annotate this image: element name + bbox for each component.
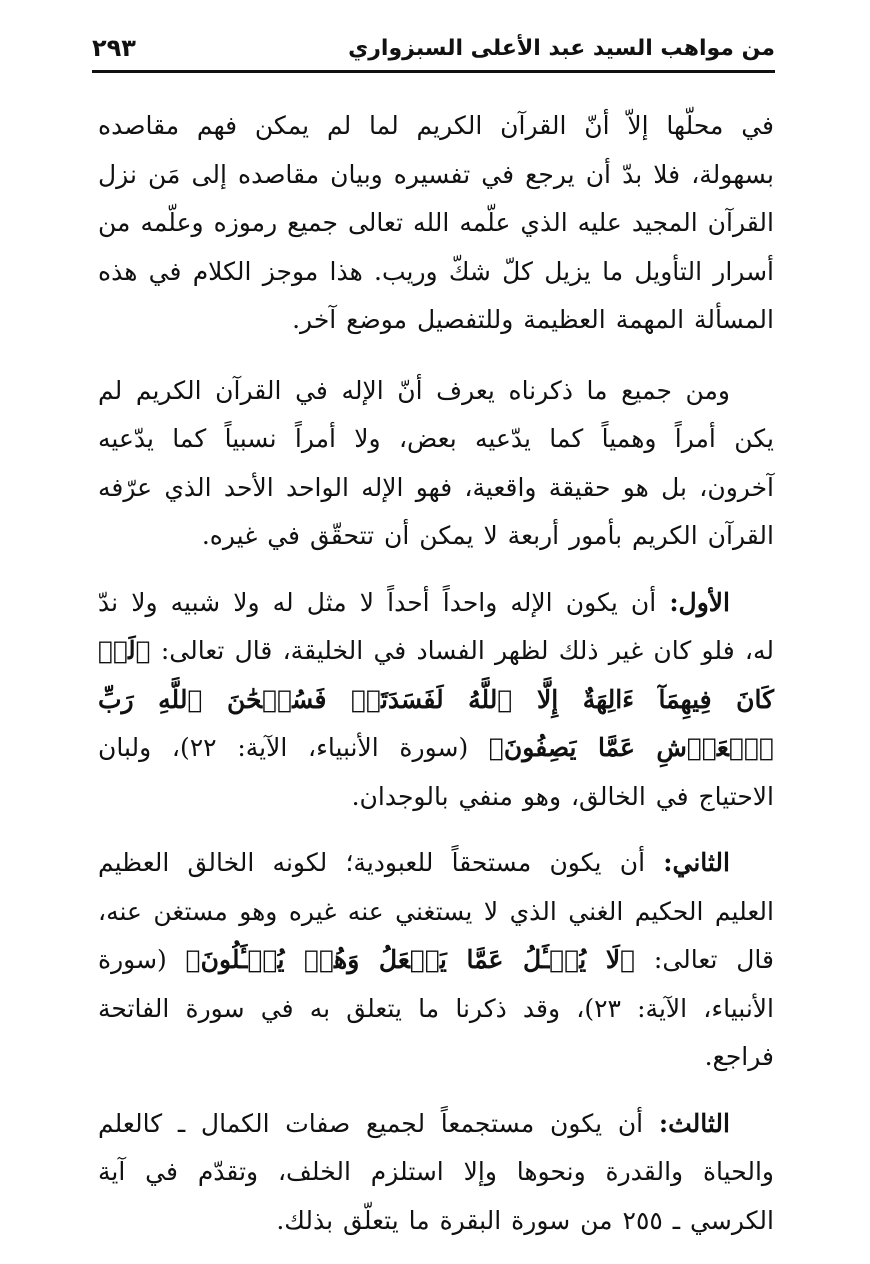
running-title: من مواهب السيد عبد الأعلى السبزواري <box>348 35 775 61</box>
quran-verse: ﴿لَوۡ كَانَ فِيهِمَآ ءَالِهَةٌ إِلَّا ٱللَّهُ لَفَسَدَتَاۚ فَسُبۡحَٰنَ ٱللَّهِ رَبِّ ٱلۡعَرۡشِ عَمَّا يَصِفُونَ﴾ <box>98 636 774 762</box>
running-header <box>92 28 775 68</box>
paragraph-continuation <box>98 102 774 345</box>
paragraph-second-attribute <box>98 839 774 1082</box>
point-label: الثالث: <box>658 1108 730 1138</box>
quran-verse: ﴿لَا يُسۡـَٔلُ عَمَّا يَفۡعَلُ وَهُمۡ يُسۡـَٔلُونَ﴾ <box>185 945 636 974</box>
page-number: ٢٩٣ <box>92 34 136 62</box>
paragraph-text: في محلّها إلاّ أنّ القرآن الكريم لما لم يمكن فهم مقاصده بسهولة، فلا بدّ أن يرجع في تفسيره وبيان مقاصده إلى مَن نزل القرآن المجيد عليه الذي علّمه الله تعالى جميع رموزه وعلّمه من أسرار التأويل ما يزيل كلّ شكّ وريب. هذا موجز الكلام في هذه المسألة المهمة العظيمة وللتفصيل موضع آخر. <box>98 111 774 334</box>
paragraph-text: (سورة الأنبياء، الآية: ٢٣)، وقد ذكرنا ما يتعلق به في سورة الفاتحة فراجع. <box>98 945 774 1071</box>
paragraph-text: ومن جميع ما ذكرناه يعرف أنّ الإله في القرآن الكريم لم يكن أمراً وهمياً كما يدّعيه بعض، ولا أمراً نسبياً كما يدّعيه آخرون، بل هو حقيقة واقعية، فهو الإله الواحد الأحد الذي عرّفه القرآن الكريم بأمور أربعة لا يمكن أن تتحقّق في غيره. <box>98 375 774 550</box>
paragraph-third-attribute <box>98 1100 774 1246</box>
paragraph-first-attribute <box>98 579 774 822</box>
paragraph-text: أن يكون الإله واحداً أحداً لا مثل له ولا شبيه ولا ندّ له، فلو كان غير ذلك لظهر الفساد في الخليقة، قال تعالى: <box>98 587 774 665</box>
paragraph-text: أن يكون مستحقاً للعبودية؛ لكونه الخالق العظيم العليم الحكيم الغني الذي لا يستغني عنه غيره وهو مستغن عنه، قال تعالى: <box>98 848 775 974</box>
paragraph-definition <box>98 367 774 561</box>
point-label: الثاني: <box>663 848 730 877</box>
header-rule <box>92 70 775 73</box>
point-label: الأول: <box>669 587 730 617</box>
page-body <box>98 102 774 1263</box>
paragraph-text: (سورة الأنبياء، الآية: ٢٢)، ولبان الاحتياج في الخالق، وهو منفي بالوجدان. <box>98 733 774 811</box>
paragraph-text: أن يكون مستجمعاً لجميع صفات الكمال ـ كالعلم والحياة والقدرة ونحوها وإلا استلزم الخلف، وتقدّم في آية الكرسي ـ ٢٥٥ من سورة البقرة ما يتعلّق بذلك. <box>98 1108 774 1235</box>
